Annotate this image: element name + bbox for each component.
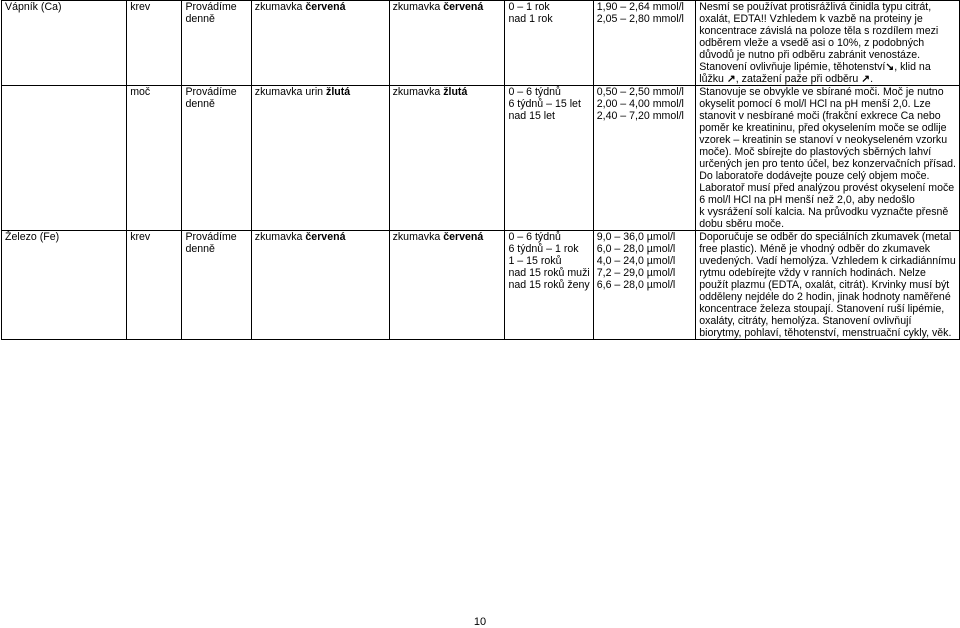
- reference-range-cell: 9,0 – 36,0 µmol/l 6,0 – 28,0 µmol/l 4,0 – 24,0 µmol/l 7,2 – 29,0 µmol/l 6,6 – 28,0 µmol/l: [593, 231, 695, 340]
- tube-color: červená: [443, 1, 484, 13]
- tube2-cell: zkumavka žlutá: [389, 86, 505, 231]
- table-row: [2, 1, 960, 86]
- frequency-cell: Provádíme denně: [182, 1, 251, 86]
- frequency-cell: Provádíme denně: [182, 231, 251, 340]
- tube-color: žlutá: [443, 86, 468, 98]
- material-cell: krev: [127, 1, 182, 86]
- tube-color: červená: [443, 231, 484, 243]
- table-row: [2, 231, 960, 340]
- tube2-cell: zkumavka červená: [389, 1, 505, 86]
- notes-cell: Doporučuje se odběr do speciálních zkumavek (metal free plastic). Méně je vhodný odběr do zkumavek uvedených. Vadí hemolýza. Vzhledem k cirkadiánnímu rytmu odebírejte vždy v ranních hodinách. Nelze použít plazmu (EDTA, oxalát, citrát). Krvinky musí být odděleny nejdéle do 2 hodin, jinak hodnoty naměřené koncentrace železa stoupají. Stanovení ruší lipémie, oxaláty, citráty, hemolýza. Stanovení ovlivňují biorytmy, pohlaví, těhotenství, menstruační cykly, věk.: [696, 231, 960, 340]
- arrow-up-right-icon: ↗: [726, 73, 736, 85]
- reference-table: [1, 0, 960, 340]
- notes-cell: Stanovuje se obvykle ve sbírané moči. Moč je nutno okyselit pomocí 6 mol/l HCl na pH menší 2,0. Lze stanovit v nesbírané moči (frakční exkrece Ca nebo poměr ke kreatininu, před okyselením moče se odlije vzorek – kreatinin se stanoví v neokyseleném vzorku moče). Moč sbírejte do plastových sběrných lahví určených jen pro tento účel, bez konzervačních přísad. Do laboratoře dodávejte pouze celý objem moče. Laboratoř musí před analýzou provést okyselení moče 6 mol/l HCl na pH menší než 2,0, aby nedošlo k vysrážení solí kalcia. Na průvodku vyznačte přesně dobu sběru moče.: [696, 86, 960, 231]
- material-cell: krev: [127, 231, 182, 340]
- tube-color: žlutá: [326, 86, 351, 98]
- analyte-cell: Vápník (Ca): [2, 1, 127, 86]
- arrow-up-right-icon: ↗: [861, 73, 871, 85]
- table-row: [2, 86, 960, 231]
- reference-range-cell: 1,90 – 2,64 mmol/l 2,05 – 2,80 mmol/l: [593, 1, 695, 86]
- notes-cell: Nesmí se používat protisrážlivá činidla typu citrát, oxalát, EDTA!! Vzhledem k vazbě na proteiny je koncentrace závislá na poloze těla s rozdílem mezi odběrem vleže a vsedě asi o 10%, z podobných důvodů je nutno při odběru zabránit venostáze. Stanovení ovlivňuje lipémie, těhotenství↘, klid na lůžku ↗, zatažení paže při odběru ↗.: [696, 1, 960, 86]
- tube-cell: zkumavka červená: [251, 231, 389, 340]
- arrow-down-right-icon: ↘: [885, 61, 895, 73]
- age-cell: 0 – 1 rok nad 1 rok: [505, 1, 593, 86]
- age-cell: 0 – 6 týdnů 6 týdnů – 1 rok 1 – 15 roků nad 15 roků muži nad 15 roků ženy: [505, 231, 593, 340]
- page-number: 10: [473, 616, 487, 628]
- tube2-cell: zkumavka červená: [389, 231, 505, 340]
- reference-range-cell: 0,50 – 2,50 mmol/l 2,00 – 4,00 mmol/l 2,40 – 7,20 mmol/l: [593, 86, 695, 231]
- analyte-cell: [2, 86, 127, 231]
- age-cell: 0 – 6 týdnů 6 týdnů – 15 let nad 15 let: [505, 86, 593, 231]
- tube-cell: zkumavka červená: [251, 1, 389, 86]
- analyte-cell: Železo (Fe): [2, 231, 127, 340]
- material-cell: moč: [127, 86, 182, 231]
- tube-color: červená: [305, 1, 346, 13]
- tube-color: červená: [305, 231, 346, 243]
- frequency-cell: Provádíme denně: [182, 86, 251, 231]
- tube-cell: zkumavka urin žlutá: [251, 86, 389, 231]
